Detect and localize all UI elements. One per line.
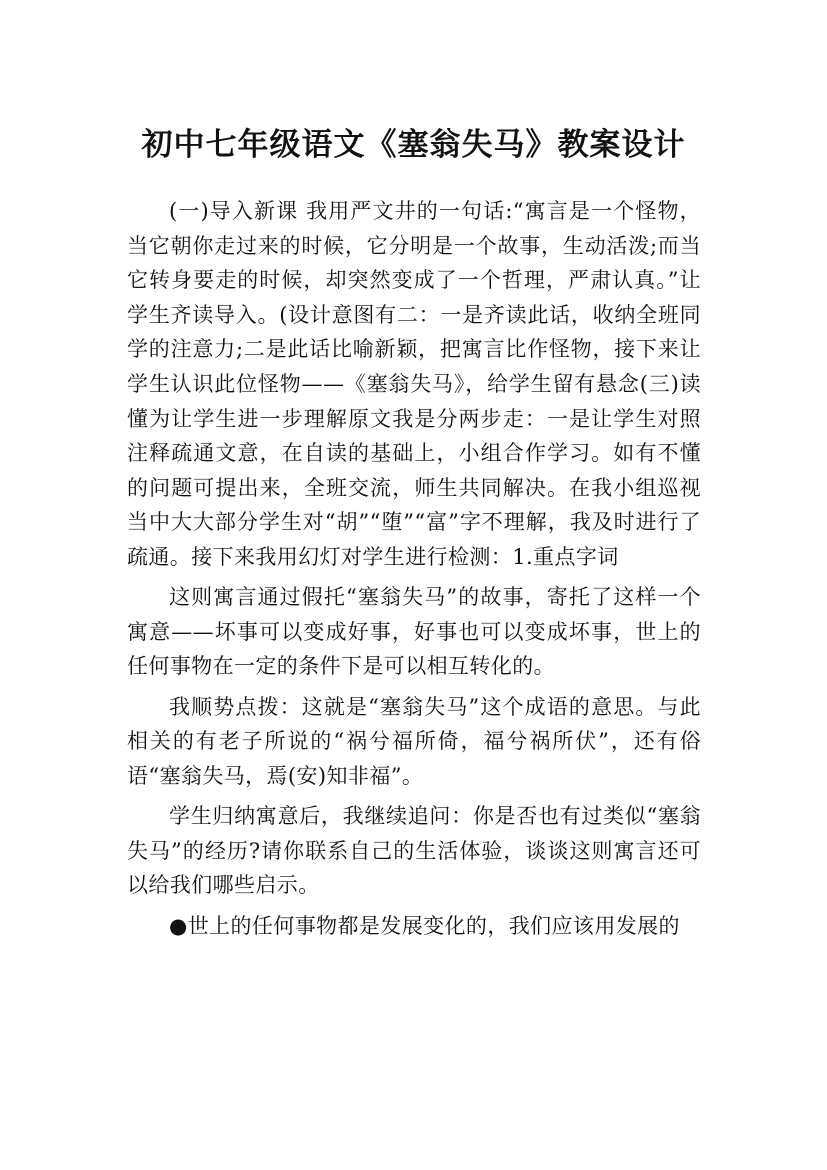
paragraph-bullet: ●世上的任何事物都是发展变化的，我们应该用发展的 [169,913,680,938]
document-title: 初中七年级语文《塞翁失马》教案设计 [141,126,686,163]
document-body [127,194,701,949]
paragraph-moral: 这则寓言通过假托“塞翁失马”的故事，寄托了这样一个寓意——坏事可以变成好事，好事也可以变成坏事，世上的任何事物在一定的条件下是可以相互转化的。 [127,585,701,679]
paragraph-intro: (一)导入新课 我用严文井的一句话:“寓言是一个怪物，当它朝你走过来的时候，它分明是一个故事，生动活泼;而当它转身要走的时候，却突然变成了一个哲理，严肃认真。”让学生齐读导入。(设计意图有二：一是齐读此话，收纳全班同学的注意力;二是此话比喻新颖，把寓言比作怪物，接下来让学生认识此位怪物——《塞翁失马》，给学生留有悬念(三)读懂为让学生进一步理解原文我是分两步走：一是让学生对照注释疏通文意，在自读的基础上，小组合作学习。如有不懂的问题可提出来，全班交流，师生共同解决。在我小组巡视当中大大部分学生对“胡”“堕”“富”字不理解，我及时进行了疏通。接下来我用幻灯对学生进行检测：1.重点字词 [127,199,701,569]
paragraph-question: 学生归纳寓意后，我继续追问：你是否也有过类似“塞翁失马”的经历?请你联系自己的生活体验，谈谈这则寓言还可以给我们哪些启示。 [127,804,701,898]
paragraph-idiom: 我顺势点拨：这就是“塞翁失马”这个成语的意思。与此相关的有老子所说的“祸兮福所倚，福兮祸所伏”，还有俗语“塞翁失马，焉(安)知非福”。 [127,694,701,788]
